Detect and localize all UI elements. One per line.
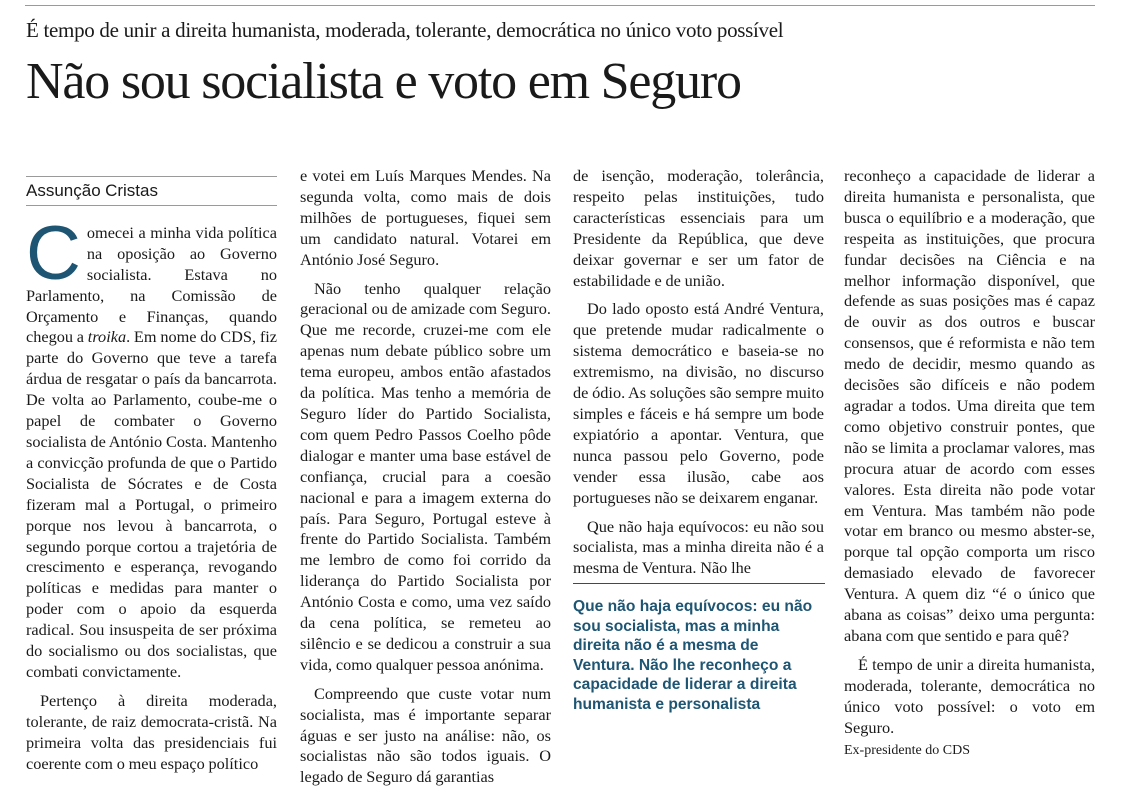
paragraph: de isenção, moderação, tolerância, respeito pelas instituições, tudo características essenciais para um Presidente da República, que deve deixar governar e ser um fator de estabilidade e de união. — [573, 166, 824, 290]
author-rule-bottom — [26, 205, 277, 206]
paragraph: Não tenho qualquer relação geracional ou de amizade com Seguro. Que me recorde, cruzei-me com ele apenas num debate público sobre um tema europeu, ambos então afastados da política. Mas tenho a memória de Seguro líder do Partido Socialista, com quem Pedro Passos Coelho pôde dialogar e manter uma base estável de confiança, crucial para a coesão nacional e para a imagem externa do país. Para Seguro, Portugal esteve à frente do Partido Socialista. Também me lembro de como foi corrido da liderança do Partido Socialista por António Costa e como, uma vez saído da cena política, se remeteu ao silêncio e se dedicou a construir a sua vida, como qualquer pessoa anónima. — [300, 278, 551, 674]
column-3 — [573, 166, 824, 579]
column-1 — [26, 160, 277, 774]
pullquote: Que não haja equívocos: eu não sou socialista, mas a minha direita não é a mesma de Ventura. Não lhe reconheço a capacidade de liderar a direita humanista e personalista — [573, 598, 813, 713]
paragraph-text: . Em nome do CDS, fiz parte do Governo que teve a tarefa árdua de resgatar o país da bancarrota. De volta ao Parlamento, coube-me o papel de combater o Governo socialista de António Costa. Mantenho a convicção profunda de que o Partido Socialista de Sócrates e de Costa fizeram mal a Portugal, o primeiro porque nos levou à bancarrota, o segundo porque cortou a trajetória de crescimento e esperança, revogando políticas e medidas para manter o poder com o apoio da esquerda radical. Sou insuspeita de ser próxima do socialismo ou dos socialistas, que combati convictamente. — [26, 327, 277, 681]
author-signature: Ex-presidente do CDS — [844, 743, 970, 758]
paragraph: reconheço a capacidade de liderar a direita humanista e personalista, que busca o equilíbrio e a moderação, que respeita as instituições, que procura fundar decisões na Ciência e na melhor informação disponível, que defende as suas posições mas é capaz de ouvir as dos outros e buscar consensos, que é reformista e não tem medo de decidir, mesmo quando as decisões são difíceis e não podem agradar a todos. Uma direita que tem como objetivo construir pontes, que não se limita a proclamar valores, mas procura atuar de acordo com esses valores. Esta direita não pode votar em Ventura. Mas também não pode votar em branco ou mesmo abster-se, porque tal opção comporta um risco demasiado elevado de favorecer Ventura. A quem diz “é o único que abana as coisas” deixo uma pergunta: abana com que sentido e para quê? — [844, 166, 1095, 645]
pullquote-rule — [573, 583, 825, 584]
top-rule — [25, 5, 1095, 6]
italic-term: troika — [87, 327, 127, 347]
paragraph — [26, 210, 277, 683]
headline: Não sou socialista e voto em Seguro — [26, 53, 741, 110]
paragraph: Do lado oposto está André Ventura, que pretende mudar radicalmente o sistema democrático e baseia-se no extremismo, na divisão, no discurso de ódio. As soluções são sempre muito simples e fáceis e há sempre um bode expiatório a apontar. Ventura, que nunca passou pelo Governo, pode vender essa ilusão, cabe aos portugueses não se deixarem enganar. — [573, 299, 824, 507]
drop-cap: C — [26, 210, 81, 296]
column-2 — [300, 166, 551, 788]
paragraph: Que não haja equívocos: eu não sou socialista, mas a minha direita não é a mesma de Ventura. Não lhe — [573, 516, 824, 578]
paragraph: Pertenço à direita moderada, tolerante, de raiz democrata-cristã. Na primeira volta das presidenciais fui coerente com o meu espaço político — [26, 690, 277, 773]
paragraph: É tempo de unir a direita humanista, moderada, tolerante, democrática no único voto possível: o voto em Seguro. — [844, 654, 1095, 737]
paragraph-text: omecei a minha vida política na oposição ao Governo socialista. Estava no Parlamento, na Comissão de Orçamento e Finanças, quando chegou a — [26, 222, 277, 347]
paragraph: Compreendo que custe votar num socialista, mas é importante separar águas e ser justo na análise: não, os socialistas não são todos iguais. O legado de Seguro dá garantias — [300, 683, 551, 787]
paragraph: e votei em Luís Marques Mendes. Na segunda volta, como mais de dois milhões de portugueses, fiquei sem um candidato natural. Votarei em António José Seguro. — [300, 166, 551, 269]
kicker: É tempo de unir a direita humanista, moderada, tolerante, democrática no único voto possível — [26, 18, 784, 42]
author-byline: Assunção Cristas — [26, 181, 158, 200]
column-4 — [844, 166, 1095, 738]
